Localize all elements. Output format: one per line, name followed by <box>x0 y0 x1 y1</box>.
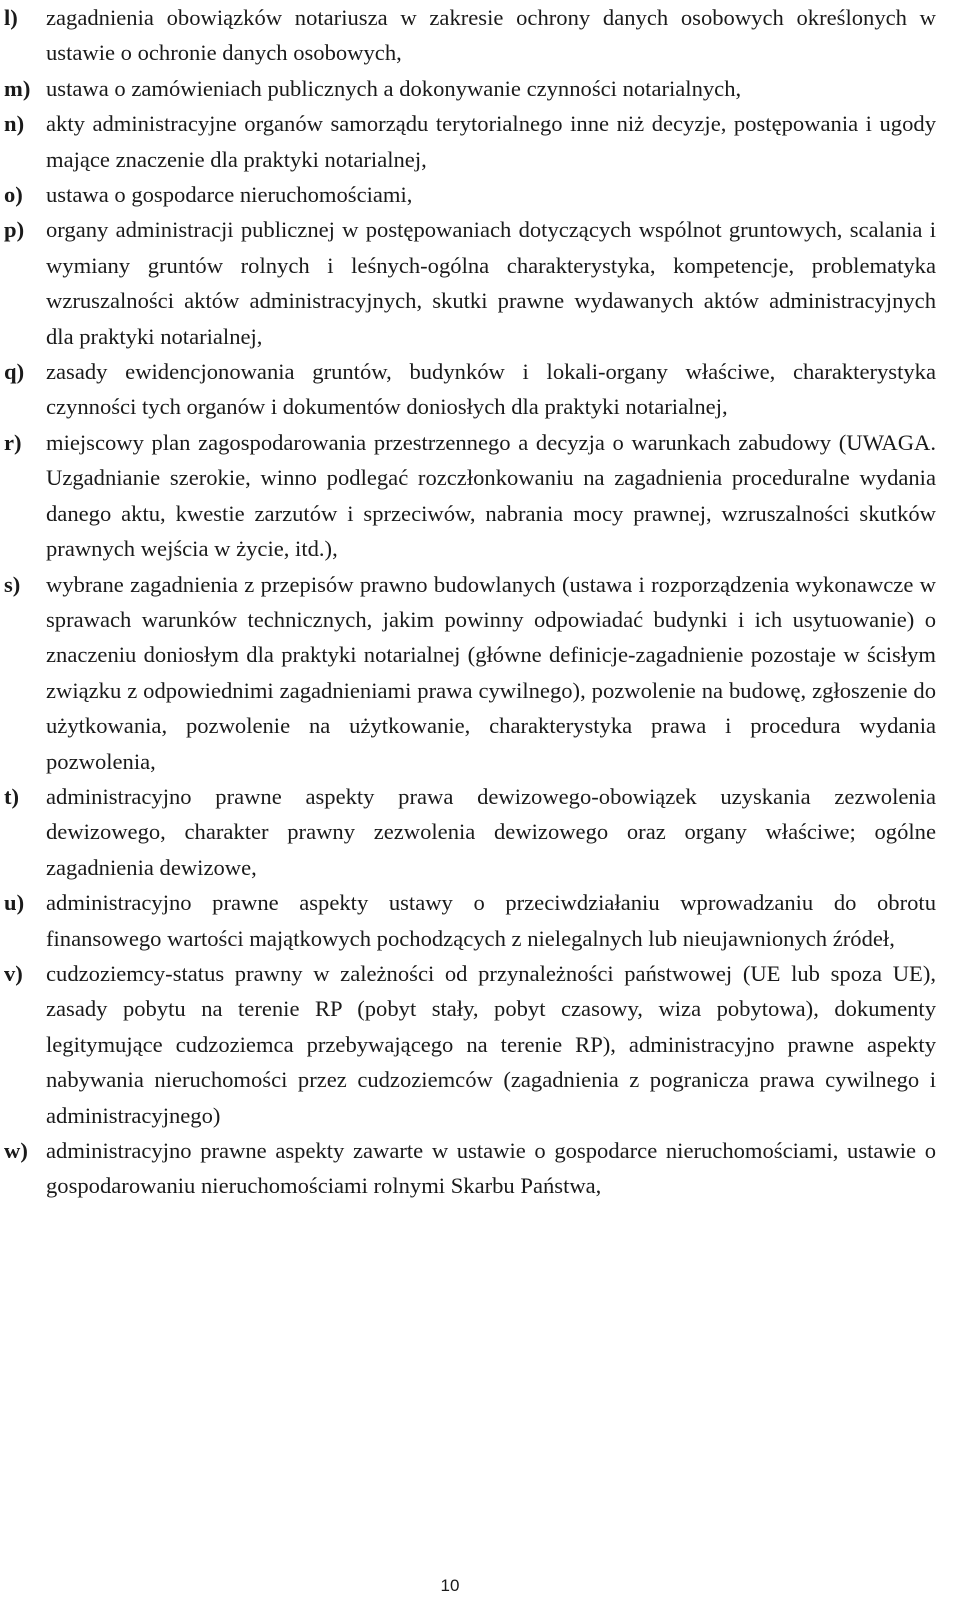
list-item-text: cudzoziemcy-status prawny w zależności od przynależności państwowej (UE lub spoza UE), zasady pobytu na terenie RP (pobyt stały, pobyt czasowy, wiza pobytowa), dokumenty legitymujące cudzoziemca przebywającego na terenie RP), administracyjno prawne aspekty nabywania nieruchomości przez cudzoziemców (zagadnienia z pogranicza prawa cywilnego i administracyjnego) <box>46 960 936 1128</box>
list-item-text: miejscowy plan zagospodarowania przestrzennego a decyzja o warunkach zabudowy (UWAGA. Uzgadnianie szerokie, winno podlegać rozczłonkowaniu na zagadnienia proceduralne wydania danego aktu, kwestie zarzutów i sprzeciwów, nabrania mocy prawnej, wzruszalności skutków prawnych wejścia w życie, itd.), <box>46 429 936 562</box>
list-item <box>0 567 936 779</box>
list-item-text: organy administracji publicznej w postępowaniach dotyczących wspólnot gruntowych, scalania i wymiany gruntów rolnych i leśnych-ogólna charakterystyka, kompetencje, problematyka wzruszalności aktów administracyjnych, skutki prawne wydawanych aktów administracyjnych dla praktyki notarialnej, <box>46 217 936 349</box>
list-marker: t) <box>4 783 20 809</box>
list-marker: l) <box>4 5 18 30</box>
list-item <box>0 0 936 71</box>
list-marker: s) <box>4 571 21 597</box>
list-item <box>0 885 936 956</box>
list-item-text: administracyjno prawne aspekty ustawy o przeciwdziałaniu wprowadzaniu do obrotu finansowego wartości majątkowych pochodzących z nielegalnych lub nieujawnionych źródeł, <box>46 890 936 951</box>
list-item <box>0 779 936 885</box>
list-item-text: ustawa o zamówieniach publicznych a dokonywanie czynności notarialnych, <box>46 75 742 101</box>
list-item-text: wybrane zagadnienia z przepisów prawno budowlanych (ustawa i rozporządzenia wykonawcze w sprawach warunków technicznych, jakim powinny odpowiadać budynki i ich usytuowanie) o znaczeniu doniosłym dla praktyki notarialnej (główne definicje-zagadnienie pozostaje w ścisłym związku z odpowiednimi zagadnieniami prawa cywilnego), pozwolenie na budowę, zgłoszenie do użytkowania, pozwolenie na użytkowanie, charakterystyka prawa i procedura wydania pozwolenia, <box>46 571 936 774</box>
list-marker: v) <box>4 960 23 986</box>
list-marker: p) <box>4 217 25 243</box>
list-marker: q) <box>4 359 25 385</box>
page-number: 10 <box>440 1576 460 1595</box>
list-item <box>0 956 936 1133</box>
list-item <box>0 354 936 425</box>
list-item <box>0 212 936 354</box>
list-item-text: zasady ewidencjonowania gruntów, budynków i lokali-organy właściwe, charakterystyka czynności tych organów i dokumentów doniosłych dla praktyki notarialnej, <box>46 359 936 420</box>
list-item-text: zagadnienia obowiązków notariusza w zakresie ochrony danych osobowych określonych w ustawie o ochronie danych osobowych, <box>46 5 936 66</box>
list-item <box>0 71 936 106</box>
list-item-text: administracyjno prawne aspekty prawa dewizowego-obowiązek uzyskania zezwolenia dewizowego, charakter prawny zezwolenia dewizowego oraz organy właściwe; ogólne zagadnienia dewizowe, <box>46 783 936 880</box>
list-marker: u) <box>4 890 25 916</box>
list-item-text: ustawa o gospodarce nieruchomościami, <box>46 182 413 208</box>
list-item <box>0 177 936 212</box>
list-item <box>0 425 936 567</box>
list-item <box>0 1133 936 1204</box>
list-marker: r) <box>4 429 22 455</box>
list-item-text: administracyjno prawne aspekty zawarte w ustawie o gospodarce nieruchomościami, ustawie o gospodarowaniu nieruchomościami rolnymi Skarbu Państwa, <box>46 1138 936 1199</box>
list-marker: o) <box>4 182 23 208</box>
list-marker: w) <box>4 1138 28 1163</box>
list-item <box>0 106 936 177</box>
list-marker: m) <box>4 75 31 101</box>
list-item-text: akty administracyjne organów samorządu terytorialnego inne niż decyzje, postępowania i ugody mające znaczenie dla praktyki notarialnej, <box>46 111 936 172</box>
list-marker: n) <box>4 111 25 137</box>
